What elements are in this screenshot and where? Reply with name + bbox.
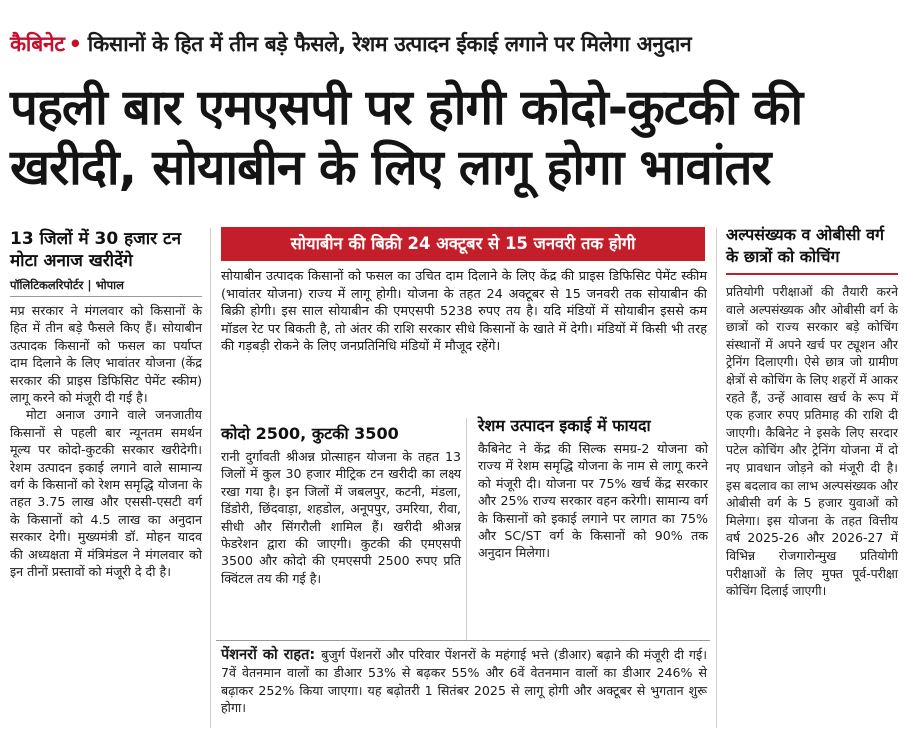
silk-body: कैबिनेट ने केंद्र की सिल्क समग्र-2 योजना को राज्य में रेशम समृद्धि योजना के नाम से लागू करने को मंजूरी दी। योजना पर 75% खर्च केंद्र सरकार और 25% राज्य सरकार वहन करेगी। सामान्य वर्ग के किसानों को इकाई लगाने पर लागत का 75% और SC/ST वर्ग के किसानों को 90% तक अनुदान मिलेगा।	[478, 441, 708, 561]
soybean-banner	[221, 227, 705, 261]
pension-block	[221, 646, 707, 717]
silk-subheading: रेशम उत्पादन इकाई में फायदा	[478, 416, 651, 435]
pension-text: बुजुर्ग पेंशनरों और परिवार पेंशनरों के महंगाई भत्ते (डीआर) बढ़ाने की मंजूरी दी गई। 7वें वेतनमान वालों का डीआर 53% से बढ़कर 55% और 6वें वेतनमान वालों का डीआर 246% से बढ़ाकर 252% किया जाएगा। यह बढ़ोतरी 1 सितंबर 2025 से लागू होगी और अक्टूबर से भुगतान शुरू होगा।	[221, 647, 707, 716]
soybean-banner-text: सोयाबीन की बिक्री 24 अक्टूबर से 15 जनवरी तक होगी	[290, 234, 636, 253]
kicker-text: किसानों के हित में तीन बड़े फैसले, रेशम उत्पादन ईकाई लगाने पर मिलेगा अनुदान	[87, 32, 692, 56]
column-divider-middle	[466, 418, 467, 640]
kicker-bullet: •	[68, 32, 82, 56]
main-headline	[10, 78, 900, 198]
kodo-body: रानी दुर्गावती श्रीअन्न प्रोत्साहन योजना के तहत 13 जिलों में कुल 30 हजार मीट्रिक टन खरीदी का लक्ष्य रखा गया है। इन जिलों में जबलपुर, कटनी, मंडला, डिंडोरी, छिंदवाड़ा, शहडोल, अनूपपुर, उमरिया, रीवा, सीधी और सिंगरौली शामिल हैं। खरीदी श्रीअन्न फेडरेशन द्वारा की जाएगी। कुटकी की एमएसपी 3500 और कोदो की एमएसपी 2500 रुपए प्रति क्विंटल तय की गई है।	[221, 449, 461, 586]
left-paragraph-2: मोटा अनाज उगाने वाले जनजातीय किसानों से पहली बार न्यूनतम समर्थन मूल्य पर कोदो-कुटकी सरकार खरीदेगी। रेशम उत्पादन इकाई लगाने वाले सामान्य वर्ग के किसानों को रेशम समृद्धि योजना के तहत 3.75 लाख और एससी-एसटी वर्ग के किसानों को 4.5 लाख का अनुदान सरकार देगी। मुख्यमंत्री डॉ. मोहन यादव की अध्यक्षता में मंत्रिमंडल ने मंगलवार को इन तीनों प्रस्तावों को मंजूरी दे दी है।	[10, 407, 202, 580]
left-paragraph-1: मप्र सरकार ने मंगलवार को किसानों के हित में तीन बड़े फैसले किए हैं। सोयाबीन उत्पादक किसानों को फसल का पर्याप्त दाम दिलाने के लिए भावांतर योजना (केंद्र सरकार की प्राइस डिफिसिट पेमेंट स्कीम) लागू करने को मंजूरी दी गई है।	[10, 303, 202, 406]
pension-label: पेंशनरों को राहत:	[221, 647, 316, 663]
soybean-body: सोयाबीन उत्पादक किसानों को फसल का उचित दाम दिलाने के लिए केंद्र की प्राइस डिफिसिट पेमेंट स्कीम (भावांतर योजना) राज्य में लागू होगी। योजना के तहत 24 अक्टूबर से 15 जनवरी तक सोयाबीन की बिक्री होगी। इस साल सोयाबीन की एमएसपी 5238 रुपए तय है। यदि मंडियों में सोयाबीन इससे कम मॉडल रेट पर बिकती है, तो अंतर की राशि सरकार सीधे किसानों के खाते में देगी। मंडियों में किसी भी तरह की गड़बड़ी रोकने के लिए जनप्रतिनिधि मंडियों में मौजूद रहेंगे।	[221, 269, 707, 355]
column-divider-right	[716, 228, 717, 728]
byline-rule	[10, 296, 202, 297]
column-divider-left	[210, 228, 211, 728]
pension-rule	[216, 640, 710, 641]
left-column-body	[10, 302, 202, 581]
kicker-line	[10, 30, 900, 58]
headline-line-2: खरीदी, सोयाबीन के लिए लागू होगा भावांतर	[10, 139, 771, 196]
right-title-rule	[726, 273, 898, 275]
kodo-subheading: कोदो 2500, कुटकी 3500	[221, 424, 399, 443]
right-column-title: अल्पसंख्यक व ओबीसी वर्ग के छात्रों को कोचिंग	[726, 225, 885, 266]
kicker-tag: कैबिनेट	[10, 32, 65, 56]
headline-line-1: पहली बार एमएसपी पर होगी कोदो-कुटकी की	[10, 79, 803, 136]
left-column-title: 13 जिलों में 30 हजार टन मोटा अनाज खरीदेंगे	[10, 229, 182, 271]
right-column-body: प्रतियोगी परीक्षाओं की तैयारी करने वाले अल्पसंख्यक और ओबीसी वर्ग के छात्रों को राज्य सरकार बड़े कोचिंग संस्थानों में अपने खर्च पर ट्यूशन और ट्रेनिंग दिलाएगी। ऐसे छात्र जो ग्रामीण क्षेत्रों से कोचिंग के लिए शहरों में आकर रहते हैं, उन्हें आवास खर्च के रूप में एक हजार रुपए प्रतिमाह की राशि दी जाएगी। कैबिनेट ने इसके लिए सरदार पटेल कोचिंग और ट्रेनिंग योजना में दो नए प्रावधान जोड़ने को मंजूरी दी है। इस बदलाव का लाभ अल्पसंख्यक और ओबीसी वर्ग के 5 हजार युवाओं को मिलेगा। इस योजना के तहत वित्तीय वर्ष 2025-26 और 2026-27 में विभिन्न रोजगारोन्मुख प्रतियोगी परीक्षाओं के लिए मुफ्त पूर्व-परीक्षा कोचिंग दिलाई जाएगी।	[726, 284, 898, 599]
byline: पॉलिटिकलरिपोर्टर | भोपाल	[10, 278, 124, 292]
